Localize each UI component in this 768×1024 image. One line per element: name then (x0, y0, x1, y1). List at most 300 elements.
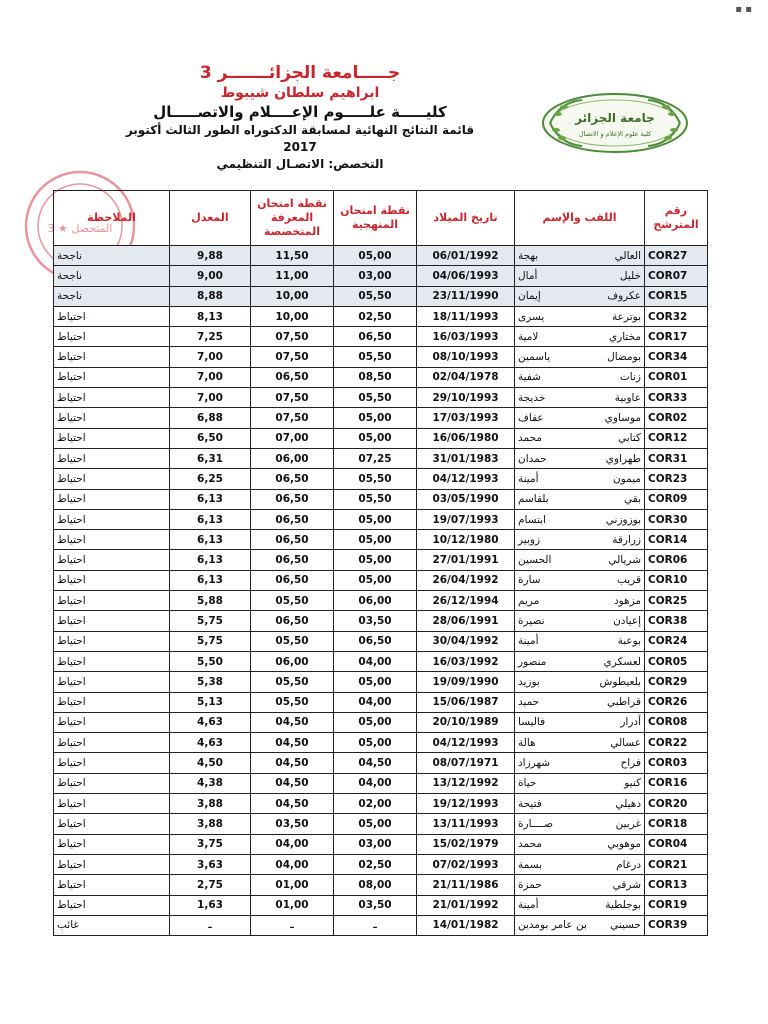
birth-date-cell: 21/01/1992 (417, 895, 515, 915)
note-cell: احتياط (54, 570, 170, 590)
method-score-cell: 03,50 (334, 895, 417, 915)
note-cell: احتياط (54, 306, 170, 326)
table-row (54, 347, 708, 367)
candidate-name-cell (515, 712, 645, 732)
birth-date-cell: 08/07/1971 (417, 753, 515, 773)
candidate-last-name: بقي (624, 493, 641, 506)
special-score-cell: 06,00 (251, 448, 334, 468)
table-row (54, 875, 708, 895)
candidate-code-cell: COR26 (645, 692, 708, 712)
average-cell: 4,50 (170, 753, 251, 773)
candidate-last-name: بوجلطية (605, 899, 641, 912)
candidate-last-name: عسالي (610, 736, 641, 749)
birth-date-cell: 23/11/1990 (417, 286, 515, 306)
candidate-first-name: أمال (518, 269, 538, 282)
birth-date-cell: 19/09/1990 (417, 672, 515, 692)
table-row (54, 611, 708, 631)
note-cell: ناجحة (54, 286, 170, 306)
candidate-code-cell: COR21 (645, 854, 708, 874)
note-cell: احتياط (54, 591, 170, 611)
candidate-last-name: العالي (614, 249, 641, 262)
average-cell: 6,13 (170, 489, 251, 509)
candidate-first-name: الحسين (518, 554, 552, 567)
method-score-cell: 02,00 (334, 794, 417, 814)
candidate-name-cell (515, 733, 645, 753)
table-row (54, 550, 708, 570)
method-score-cell: 05,00 (334, 814, 417, 834)
candidate-first-name: هالة (518, 736, 536, 749)
candidate-code-cell: COR02 (645, 408, 708, 428)
average-cell: 5,50 (170, 651, 251, 671)
birth-date-cell: 07/02/1993 (417, 854, 515, 874)
birth-date-cell: 13/12/1992 (417, 773, 515, 793)
corner-mark: ▪ ▪ (735, 4, 752, 15)
note-cell: احتياط (54, 773, 170, 793)
average-cell: 6,13 (170, 509, 251, 529)
method-score-cell: 04,50 (334, 753, 417, 773)
average-cell: 4,63 (170, 712, 251, 732)
candidate-name (518, 737, 641, 749)
candidate-first-name: زوبير (518, 533, 541, 546)
note-cell: احتياط (54, 854, 170, 874)
candidate-name (518, 432, 641, 444)
table-row (54, 509, 708, 529)
candidate-last-name: إعيادن (613, 614, 641, 627)
candidate-name-cell (515, 367, 645, 387)
candidate-code-cell: COR34 (645, 347, 708, 367)
candidate-name-cell (515, 530, 645, 550)
candidate-last-name: كنيو (624, 777, 641, 790)
birth-date-cell: 30/04/1992 (417, 631, 515, 651)
candidate-first-name: ابتسام (518, 513, 547, 526)
table-row (54, 469, 708, 489)
candidate-name-cell (515, 246, 645, 266)
candidate-first-name: لامية (518, 330, 539, 343)
method-score-cell: 02,50 (334, 854, 417, 874)
candidate-code-cell: COR16 (645, 773, 708, 793)
column-header-method: نقطة امتحان المنهجية (334, 191, 417, 246)
candidate-name-cell (515, 915, 645, 935)
table-row (54, 367, 708, 387)
average-cell: 4,63 (170, 733, 251, 753)
average-cell: ـ (170, 915, 251, 935)
average-cell: 4,38 (170, 773, 251, 793)
candidate-first-name: ياسمين (518, 351, 551, 364)
candidate-code-cell: COR38 (645, 611, 708, 631)
candidate-name (518, 595, 641, 607)
average-cell: 5,13 (170, 692, 251, 712)
method-score-cell: 03,50 (334, 611, 417, 631)
candidate-name-cell (515, 814, 645, 834)
candidate-first-name: فتيحة (518, 797, 542, 810)
note-cell: احتياط (54, 672, 170, 692)
candidate-last-name: غربين (615, 817, 641, 830)
note-cell: احتياط (54, 875, 170, 895)
candidate-name (518, 351, 641, 363)
candidate-code-cell: COR23 (645, 469, 708, 489)
average-cell: 7,25 (170, 327, 251, 347)
candidate-code-cell: COR12 (645, 428, 708, 448)
average-cell: 8,88 (170, 286, 251, 306)
candidate-name (518, 798, 641, 810)
candidate-first-name: عفاف (518, 412, 544, 425)
candidate-name (518, 879, 641, 891)
method-score-cell: 05,00 (334, 570, 417, 590)
column-header-birth: تاريخ الميلاد (417, 191, 515, 246)
candidate-name-cell (515, 347, 645, 367)
table-row (54, 814, 708, 834)
birth-date-cell: 08/10/1993 (417, 347, 515, 367)
column-header-average: المعدل (170, 191, 251, 246)
average-cell: 6,25 (170, 469, 251, 489)
candidate-name (518, 392, 641, 404)
birth-date-cell: 04/12/1993 (417, 733, 515, 753)
candidate-code-cell: COR33 (645, 388, 708, 408)
candidate-name (518, 899, 641, 911)
birth-date-cell: 19/07/1993 (417, 509, 515, 529)
candidate-name (518, 635, 641, 647)
candidate-last-name: شرقي (612, 878, 641, 891)
average-cell: 7,00 (170, 388, 251, 408)
candidate-name-cell (515, 509, 645, 529)
birth-date-cell: 21/11/1986 (417, 875, 515, 895)
candidate-code-cell: COR01 (645, 367, 708, 387)
method-score-cell: 02,50 (334, 306, 417, 326)
table-row (54, 428, 708, 448)
method-score-cell: 05,00 (334, 530, 417, 550)
candidate-first-name: بسمة (518, 858, 542, 871)
special-score-cell: 05,50 (251, 672, 334, 692)
table-row (54, 631, 708, 651)
average-cell: 5,75 (170, 611, 251, 631)
faculty-name: كليـــــة علـــــوم الإعــــلام والاتصـــــال (153, 103, 447, 121)
birth-date-cell: 16/03/1992 (417, 651, 515, 671)
candidate-name-cell (515, 550, 645, 570)
column-header-code: رقم المترشح (645, 191, 708, 246)
candidate-first-name: حميد (518, 696, 540, 709)
specialty-label: التخصص: الاتصـال التنظيمي (216, 157, 384, 171)
candidate-code-cell: COR31 (645, 448, 708, 468)
candidate-first-name: شهرزاد (518, 757, 551, 770)
birth-date-cell: 04/06/1993 (417, 266, 515, 286)
candidate-code-cell: COR05 (645, 651, 708, 671)
table-row (54, 651, 708, 671)
average-cell: 3,75 (170, 834, 251, 854)
candidate-name (518, 250, 641, 262)
birth-date-cell: 18/11/1993 (417, 306, 515, 326)
average-cell: 8,13 (170, 306, 251, 326)
table-row (54, 692, 708, 712)
note-cell: احتياط (54, 367, 170, 387)
table-header-row (54, 191, 708, 246)
candidate-last-name: زنات (619, 371, 641, 384)
special-score-cell: 10,00 (251, 286, 334, 306)
candidate-name-cell (515, 794, 645, 814)
university-title: جـــــامعة الجزائـــــــر 3 (199, 63, 401, 83)
candidate-name-cell (515, 469, 645, 489)
candidate-name-cell (515, 834, 645, 854)
candidate-name-cell (515, 327, 645, 347)
special-score-cell: 05,50 (251, 631, 334, 651)
birth-date-cell: 16/06/1980 (417, 428, 515, 448)
candidate-first-name: حياة (518, 777, 537, 790)
candidate-name-cell (515, 875, 645, 895)
average-cell: 9,00 (170, 266, 251, 286)
average-cell: 3,63 (170, 854, 251, 874)
birth-date-cell: 15/02/1979 (417, 834, 515, 854)
candidate-first-name: محمد (518, 432, 542, 445)
candidate-first-name: سارة (518, 574, 541, 587)
candidate-code-cell: COR14 (645, 530, 708, 550)
birth-date-cell: 13/11/1993 (417, 814, 515, 834)
note-cell: احتياط (54, 550, 170, 570)
column-header-note: الملاحظة (54, 191, 170, 246)
average-cell: 5,88 (170, 591, 251, 611)
candidate-name-cell (515, 388, 645, 408)
candidate-code-cell: COR13 (645, 875, 708, 895)
candidate-code-cell: COR03 (645, 753, 708, 773)
special-score-cell: 05,50 (251, 591, 334, 611)
column-header-special: نقطة امتحان المعرفة المتخصصة (251, 191, 334, 246)
note-cell: احتياط (54, 712, 170, 732)
note-cell: احتياط (54, 388, 170, 408)
candidate-last-name: زرارقة (612, 533, 641, 546)
special-score-cell: 04,00 (251, 854, 334, 874)
table-row (54, 773, 708, 793)
birth-date-cell: 04/12/1993 (417, 469, 515, 489)
candidate-last-name: فراح (620, 757, 641, 770)
candidate-name (518, 656, 641, 668)
special-score-cell: 06,50 (251, 550, 334, 570)
table-row (54, 834, 708, 854)
candidate-last-name: لعسكري (603, 655, 641, 668)
candidate-name-cell (515, 306, 645, 326)
special-score-cell: 04,50 (251, 712, 334, 732)
method-score-cell: 03,00 (334, 266, 417, 286)
faculty-logo (540, 92, 690, 154)
candidate-name (518, 331, 641, 343)
candidate-code-cell: COR22 (645, 733, 708, 753)
candidate-first-name: يسرى (518, 310, 545, 323)
candidate-name (518, 453, 641, 465)
university-subtitle: ابراهيم سلطان شيبوط (220, 85, 380, 101)
special-score-cell: ـ (251, 915, 334, 935)
birth-date-cell: 29/10/1993 (417, 388, 515, 408)
table-row (54, 448, 708, 468)
candidate-last-name: أدرار (620, 716, 641, 729)
table-row (54, 246, 708, 266)
candidate-name (518, 676, 641, 688)
method-score-cell: 05,50 (334, 469, 417, 489)
candidate-code-cell: COR06 (645, 550, 708, 570)
birth-date-cell: 06/01/1992 (417, 246, 515, 266)
candidate-last-name: بوعبة (617, 635, 641, 648)
candidate-code-cell: COR25 (645, 591, 708, 611)
table-row (54, 408, 708, 428)
special-score-cell: 06,50 (251, 530, 334, 550)
candidate-first-name: نصيرة (518, 614, 545, 627)
candidate-code-cell: COR19 (645, 895, 708, 915)
candidate-last-name: موساوي (604, 412, 641, 425)
candidate-first-name: مريم (518, 594, 540, 607)
candidate-last-name: بوزوزني (605, 513, 641, 526)
method-score-cell: 04,00 (334, 692, 417, 712)
candidate-last-name: بلعيطوش (599, 675, 641, 688)
average-cell: 5,38 (170, 672, 251, 692)
candidate-last-name: بوترعة (612, 310, 641, 323)
note-cell: احتياط (54, 651, 170, 671)
candidate-first-name: شفية (518, 371, 541, 384)
method-score-cell: 05,50 (334, 286, 417, 306)
method-score-cell: ـ (334, 915, 417, 935)
logo-title: جامعة الجزائر (575, 111, 655, 125)
table-row (54, 915, 708, 935)
method-score-cell: 06,00 (334, 591, 417, 611)
candidate-name-cell (515, 428, 645, 448)
candidate-first-name: أمينة (518, 472, 539, 485)
candidate-name (518, 615, 641, 627)
note-cell: احتياط (54, 794, 170, 814)
special-score-cell: 07,00 (251, 428, 334, 448)
candidate-last-name: قراطبي (606, 696, 641, 709)
birth-date-cell: 03/05/1990 (417, 489, 515, 509)
candidate-first-name: خديجة (518, 391, 546, 404)
candidate-first-name: بوزيد (518, 675, 540, 688)
candidate-code-cell: COR20 (645, 794, 708, 814)
candidate-code-cell: COR30 (645, 509, 708, 529)
note-cell: ناجحة (54, 266, 170, 286)
birth-date-cell: 16/03/1993 (417, 327, 515, 347)
note-cell: غائب (54, 915, 170, 935)
candidate-last-name: عاوبية (614, 391, 641, 404)
method-score-cell: 05,00 (334, 712, 417, 732)
candidate-name-cell (515, 286, 645, 306)
method-score-cell: 06,50 (334, 327, 417, 347)
candidate-last-name: طهراوي (605, 452, 641, 465)
table-row (54, 489, 708, 509)
method-score-cell: 05,00 (334, 428, 417, 448)
special-score-cell: 03,50 (251, 814, 334, 834)
candidate-name-cell (515, 854, 645, 874)
candidate-code-cell: COR09 (645, 489, 708, 509)
special-score-cell: 07,50 (251, 347, 334, 367)
candidate-name-cell (515, 611, 645, 631)
column-header-name: اللقب والإسم (515, 191, 645, 246)
candidate-code-cell: COR08 (645, 712, 708, 732)
stamp-text: 3 ★ المتحصل (47, 222, 113, 235)
candidate-name-cell (515, 408, 645, 428)
special-score-cell: 06,00 (251, 651, 334, 671)
candidate-name (518, 534, 641, 546)
candidate-name (518, 412, 641, 424)
candidate-last-name: ميمون (613, 472, 641, 485)
average-cell: 3,88 (170, 814, 251, 834)
special-score-cell: 06,50 (251, 611, 334, 631)
candidate-last-name: عكروف (607, 290, 641, 303)
table-row (54, 306, 708, 326)
candidate-code-cell: COR07 (645, 266, 708, 286)
table-row (54, 327, 708, 347)
candidate-code-cell: COR17 (645, 327, 708, 347)
table-row (54, 753, 708, 773)
results-title: قائمة النتائج النهائية لمسابقة الدكتوراه الطور الثالث أكتوبر 2017 (125, 123, 475, 154)
candidate-code-cell: COR39 (645, 915, 708, 935)
candidate-code-cell: COR10 (645, 570, 708, 590)
special-score-cell: 10,00 (251, 306, 334, 326)
average-cell: 9,88 (170, 246, 251, 266)
special-score-cell: 07,50 (251, 327, 334, 347)
table-row (54, 266, 708, 286)
candidate-last-name: مزهود (613, 594, 641, 607)
candidate-first-name: حمزة (518, 878, 542, 891)
candidate-first-name: محمد (518, 838, 542, 851)
candidate-first-name: منصور (518, 655, 547, 668)
method-score-cell: 03,00 (334, 834, 417, 854)
special-score-cell: 06,50 (251, 509, 334, 529)
candidate-code-cell: COR24 (645, 631, 708, 651)
candidate-last-name: بومضال (607, 351, 641, 364)
results-table (53, 190, 708, 936)
results-table-body (54, 246, 708, 936)
candidate-name-cell (515, 753, 645, 773)
candidate-last-name: مختاري (608, 330, 641, 343)
method-score-cell: 07,25 (334, 448, 417, 468)
table-row (54, 286, 708, 306)
candidate-last-name: قريب (616, 574, 641, 587)
candidate-last-name: شريالي (608, 554, 641, 567)
candidate-first-name: إيمان (518, 290, 541, 303)
table-row (54, 794, 708, 814)
note-cell: احتياط (54, 428, 170, 448)
special-score-cell: 04,50 (251, 733, 334, 753)
candidate-last-name: موهوبي (607, 838, 641, 851)
candidate-name-cell (515, 448, 645, 468)
average-cell: 6,88 (170, 408, 251, 428)
table-row (54, 530, 708, 550)
method-score-cell: 08,00 (334, 875, 417, 895)
average-cell: 6,50 (170, 428, 251, 448)
note-cell: احتياط (54, 327, 170, 347)
candidate-name (518, 554, 641, 566)
candidate-code-cell: COR27 (645, 246, 708, 266)
average-cell: 1,63 (170, 895, 251, 915)
document-header (110, 62, 490, 173)
birth-date-cell: 14/01/1982 (417, 915, 515, 935)
candidate-name-cell (515, 591, 645, 611)
table-row (54, 712, 708, 732)
special-score-cell: 04,50 (251, 753, 334, 773)
special-score-cell: 06,50 (251, 570, 334, 590)
birth-date-cell: 20/10/1989 (417, 712, 515, 732)
note-cell: احتياط (54, 814, 170, 834)
note-cell: احتياط (54, 509, 170, 529)
note-cell: احتياط (54, 753, 170, 773)
average-cell: 6,31 (170, 448, 251, 468)
table-row (54, 854, 708, 874)
method-score-cell: 05,50 (334, 388, 417, 408)
special-score-cell: 04,00 (251, 834, 334, 854)
special-score-cell: 04,50 (251, 773, 334, 793)
candidate-last-name: كتابي (617, 432, 641, 445)
candidate-name (518, 514, 641, 526)
candidate-first-name: بهجة (518, 249, 539, 262)
table-row (54, 895, 708, 915)
note-cell: احتياط (54, 834, 170, 854)
average-cell: 6,13 (170, 530, 251, 550)
note-cell: احتياط (54, 631, 170, 651)
special-score-cell: 05,50 (251, 692, 334, 712)
candidate-code-cell: COR04 (645, 834, 708, 854)
